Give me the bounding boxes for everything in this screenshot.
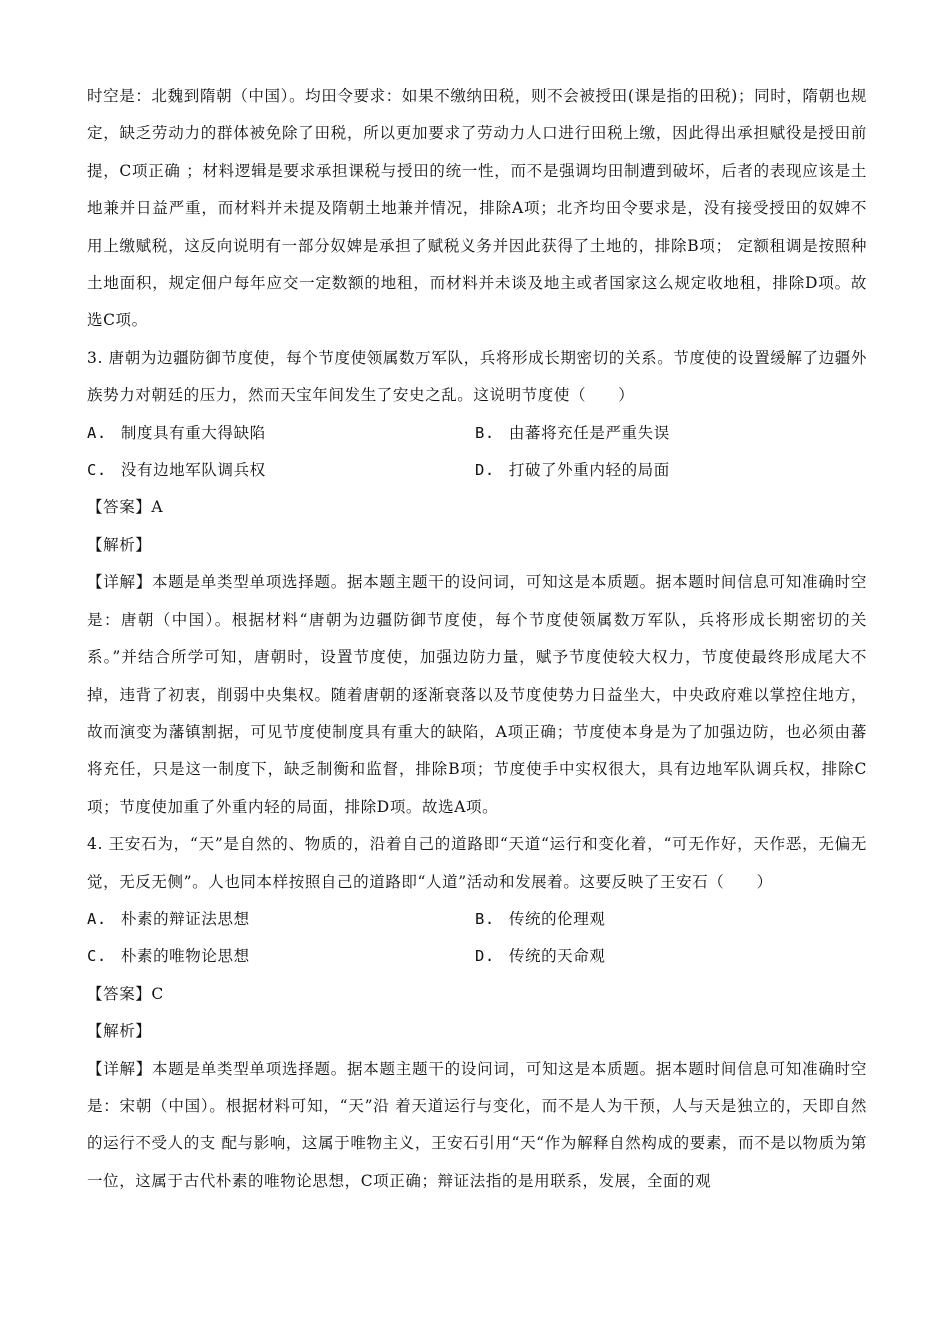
option-label: B. [475,909,495,928]
question-4-option-d[interactable] [475,938,867,975]
question-4-option-a[interactable] [87,901,475,938]
prev-explanation-paragraph: 时空是：北魏到隋朝（中国）。均田令要求：如果不缴纳田税，则不会被授田(课是指的田税)；同时，隋朝也规定，缺乏劳动力的群体被免除了田税，所以更加要求了劳动力人口进行田税上缴，因此得出承担赋役是授田前提，C项正确 ；材料逻辑是要求承担课税与授田的统一性，而不是强调均田制遭到破坏，后者的表现应该是土地兼并日益严重，而材料并未提及隋朝土地兼并情况，排除A项；北齐均田令要求是，没有接受授田的奴婢不用上缴赋税，这反向说明有一部分奴婢是承担了赋税义务并因此获得了土地的，排除B项； 定额租调是按照种土地面积，规定佃户每年应交一定数额的地租，而材料并未谈及地主或者国家这么规定收地租，排除D项。故选C项。 [87,87,867,330]
option-label: A. [87,423,107,442]
question-3-option-c[interactable] [87,452,475,489]
question-4-answer: 【答案】C [87,984,164,1003]
option-label: B. [475,423,495,442]
question-3-option-d[interactable] [475,452,867,489]
question-3-option-a[interactable] [87,415,475,452]
question-3-options [87,415,867,490]
question-3-answer: 【答案】A [87,498,164,517]
option-label: C. [87,461,107,480]
question-3-detail: 【详解】本题是单类型单项选择题。据本题主题干的设问词，可知这是本质题。据本题时间信息可知准确时空是：唐朝（中国）。根据材料“唐朝为边疆防御节度使，每个节度使领属数万军队，兵将形成长期密切的关系。”并结合所学可知，唐朝时，设置节度使，加强边防力量，赋予节度使较大权力，节度使最终形成尾大不掉，违背了初衷，削弱中央集权。随着唐朝的逐渐衰落以及节度使势力日益坐大，中央政府难以掌控住地方，故而演变为藩镇割据，可见节度使制度具有重大的缺陷，A项正确；节度使本身是为了加强边防，也必须由蕃将充任，只是这一制度下，缺乏制衡和监督，排除B项；节度使手中实权很大，具有边地军队调兵权，排除C项；节度使加重了外重内轻的局面，排除D项。故选A项。 [87,573,867,816]
option-text: 打破了外重内轻的局面 [508,461,670,480]
question-4-options [87,901,867,976]
question-4-detail: 【详解】本题是单类型单项选择题。据本题主题干的设问词，可知这是本质题。据本题时间信息可知准确时空是：宋朝（中国）。根据材料可知，“天”沿 着天道运行与变化，而不是人为干预，人与天是独立的，天即自然的运行不受人的支 配与影响，这属于唯物主义，王安石引用“天“作为解释自然构成的要素，而不是以物质为第一位，这属于古代朴素的唯物论思想，C项正确；辩证法指的是用联系，发展，全面的观 [87,1059,867,1190]
option-text: 传统的天命观 [508,947,606,966]
question-3-analysis-heading: 【解析】 [87,535,152,554]
question-4-stem: 4. 王安石为，“天”是自然的、物质的，沿着自己的道路即“天道“运行和变化着，“可无作好，天作恶，无偏无觉，无反无侧”。人也同本样按照自己的道路即“人道”活动和发展着。这要反映了王安石（ ） [87,835,867,891]
option-label: D. [475,947,495,966]
option-label: A. [87,909,107,928]
question-4-option-c[interactable] [87,938,475,975]
question-3-stem: 3. 唐朝为边疆防御节度使，每个节度使领属数万军队，兵将形成长期密切的关系。节度使的设置缓解了边疆外族势力对朝廷的压力，然而天宝年间发生了安史之乱。这说明节度使（ ） [87,348,867,405]
option-text: 没有边地军队调兵权 [120,461,266,480]
question-4-option-b[interactable] [475,901,867,938]
option-label: D. [475,461,495,480]
option-text: 由蕃将充任是严重失误 [508,423,670,442]
option-label: C. [87,947,107,966]
option-text: 朴素的辩证法思想 [120,909,250,928]
document-body [87,78,867,1200]
question-4-analysis-heading: 【解析】 [87,1022,152,1041]
option-text: 制度具有重大得缺陷 [120,423,266,442]
option-text: 传统的伦理观 [508,909,606,928]
option-text: 朴素的唯物论思想 [120,947,250,966]
question-3-option-b[interactable] [475,415,867,452]
